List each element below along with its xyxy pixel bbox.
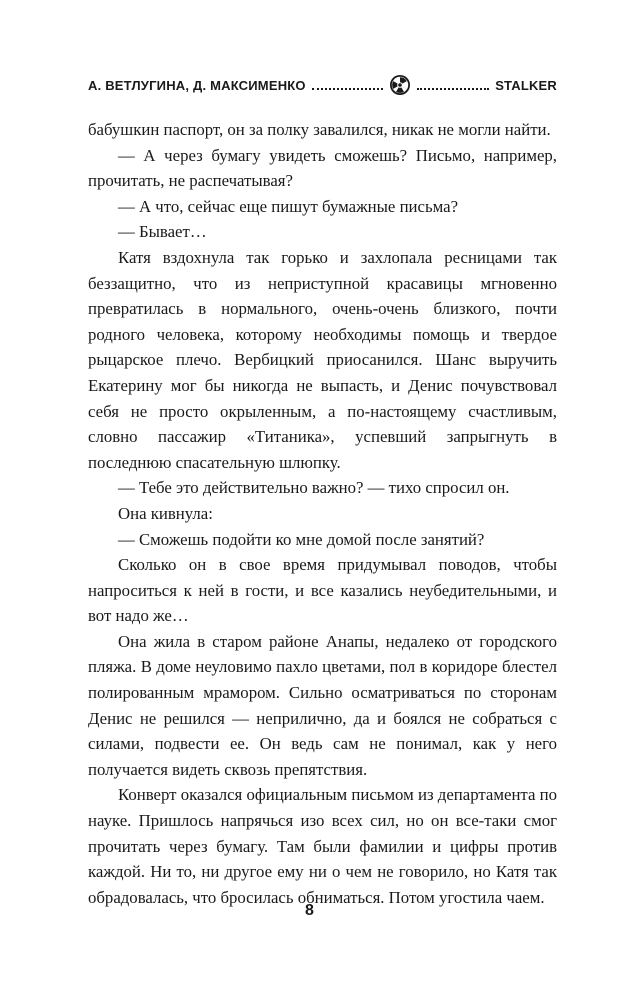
paragraph: — Тебе это действительно важно? — тихо спросил он. [118, 478, 510, 498]
paragraph: Она жила в старом районе Анапы, недалеко от городского пляжа. В доме неуловимо пахло цветами, пол в коридоре блестел полированным мрамором. Сильно осматриваться по сторонам Денис не решился — неприлично, да и боялся не собраться с силами, подвести ее. Он ведь сам не понимал, как у него получается видеть сквозь препятствия. [88, 631, 557, 779]
paragraph: — Бывает… [118, 222, 207, 242]
running-head-series: STALKER [495, 77, 558, 93]
body-text [88, 117, 557, 910]
radiation-trefoil-icon [389, 74, 411, 96]
paragraph: Сколько он в свое время придумывал поводов, чтобы напроситься к ней в гости, и все казались неубедительными, и вот надо же… [88, 555, 557, 626]
paragraph: — А что, сейчас еще пишут бумажные письма? [118, 196, 459, 216]
paragraph: Катя вздохнула так горько и захлопала ресницами так беззащитно, что из неприступной красавицы мгновенно превратилась в нормального, очень-очень близкого, почти родного человека, которому необходимы помощь и твердое рыцарское плечо. Вербицкий приосанился. Шанс выручить Екатерину мог бы никогда не выпасть, и Денис почувствовал себя не просто окрыленным, а по-настоящему счастливым, словно пассажир «Титаника», успевший запрыгнуть в последнюю спасательную шлюпку. [88, 247, 557, 472]
paragraph: — Сможешь подойти ко мне домой после занятий? [118, 529, 485, 549]
paragraph: бабушкин паспорт, он за полку завалился, никак не могли найти. [88, 120, 551, 139]
page-number: 8 [305, 902, 314, 919]
paragraph: Конверт оказался официальным письмом из департамента по науке. Пришлось напрячься изо всех сил, но он все-таки смог прочитать через бумагу. Там были фамилии и цифры против каждой. Ни то, ни другое ему ни о чем не говорило, но Катя так обрадовалась, что бросилась обниматься. Потом угостила чаем. [88, 785, 557, 907]
running-head-leader-dots-right [417, 88, 489, 90]
running-head [88, 74, 557, 96]
running-head-authors: А. ВЕТЛУГИНА, Д. МАКСИМЕНКО [88, 77, 306, 93]
running-head-leader-dots-left [312, 88, 384, 90]
paragraph: Она кивнула: [118, 503, 213, 523]
paragraph: — А через бумагу увидеть сможешь? Письмо, например, прочитать, не распечатывая? [88, 145, 557, 191]
